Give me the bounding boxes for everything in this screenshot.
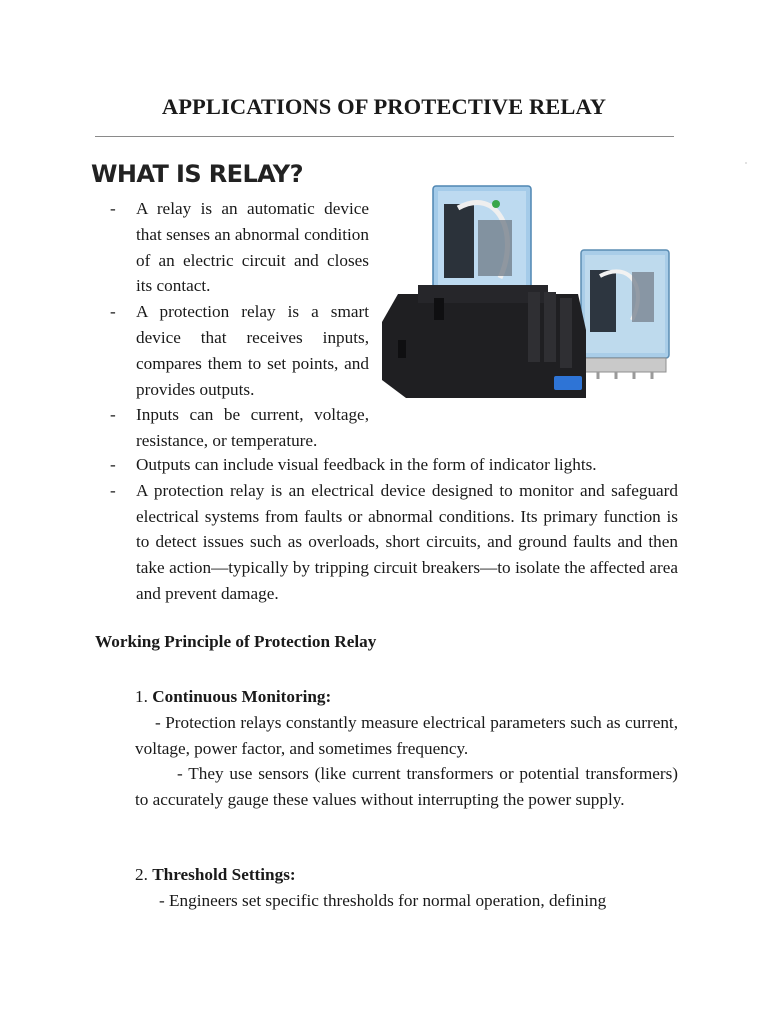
list-item xyxy=(110,299,369,402)
bullet-text: A relay is an automatic device that senses an abnormal condition of an electric circuit and closes its contact. xyxy=(136,199,369,296)
principle-item-2 xyxy=(135,862,678,914)
working-principle-title: Working Principle of Protection Relay xyxy=(95,632,377,651)
stray-mark xyxy=(745,162,747,164)
bullet-text: A protection relay is a smart device that receives inputs, compares them to set points, and provides outputs. xyxy=(136,302,369,399)
bullet-list-top xyxy=(110,196,369,454)
list-item xyxy=(110,402,369,454)
item-heading xyxy=(135,862,678,888)
list-item xyxy=(110,478,678,607)
bullet-text: A protection relay is an electrical device designed to monitor and safeguard electrical systems from faults or abnormal conditions. Its primary function is to detect issues such as overloads, short circuits, and ground faults and then take action—typically by tripping circuit breakers—to isolate the affected area and prevent damage. xyxy=(136,480,678,603)
relay-socket-base xyxy=(382,285,586,398)
item-heading-text: Threshold Settings: xyxy=(152,865,296,884)
title-divider xyxy=(95,136,674,137)
section-heading: WHAT IS RELAY? xyxy=(91,160,303,188)
bullet-text: Outputs can include visual feedback in the form of indicator lights. xyxy=(136,455,597,474)
small-relay xyxy=(581,250,669,379)
item-heading xyxy=(135,684,678,710)
relay-photo-icon xyxy=(378,180,674,405)
bullet-marker: - xyxy=(110,199,116,218)
item-heading-text: Continuous Monitoring: xyxy=(152,687,332,706)
item-point: - They use sensors (like current transformers or potential transformers) to accurately gauge these values without interrupting the power supply. xyxy=(135,764,678,810)
bullet-marker: - xyxy=(110,455,116,474)
bullet-marker: - xyxy=(110,302,116,322)
item-point: - Protection relays constantly measure electrical parameters such as current, voltage, power factor, and sometimes frequency. xyxy=(135,712,678,758)
bullet-marker: - xyxy=(110,405,116,425)
list-item xyxy=(110,452,678,478)
list-item xyxy=(110,196,369,299)
bullet-list-bottom xyxy=(110,452,678,607)
item-point: - Engineers set specific thresholds for normal operation, defining xyxy=(159,890,607,910)
bullet-text: Inputs can be current, voltage, resistance, or temperature. xyxy=(136,405,369,451)
item-number: 2. xyxy=(135,865,153,884)
principle-item-1 xyxy=(135,684,678,813)
item-number: 1. xyxy=(135,687,153,706)
bullet-marker: - xyxy=(110,480,116,500)
large-relay-cover xyxy=(433,186,531,294)
document-title: APPLICATIONS OF PROTECTIVE RELAY xyxy=(161,94,607,119)
